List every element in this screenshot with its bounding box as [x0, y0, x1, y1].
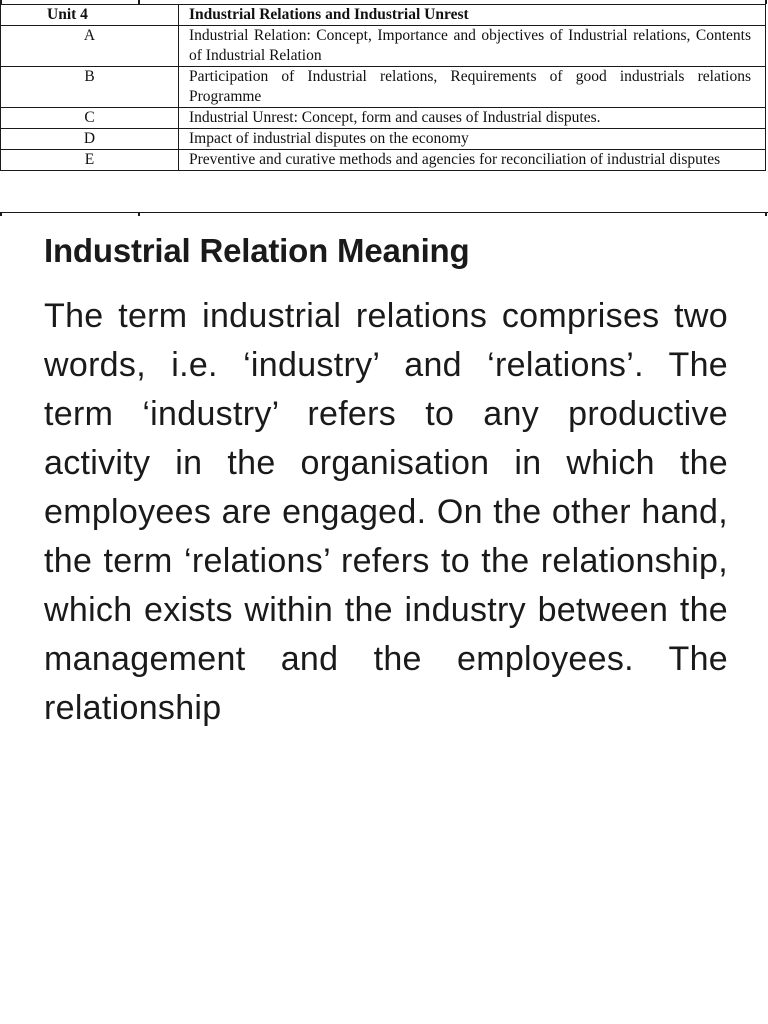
row-topic-cell: Impact of industrial disputes on the economy — [179, 129, 766, 150]
row-code-cell: D — [1, 129, 179, 150]
next-row-remnant — [0, 212, 768, 216]
unit-title-cell: Industrial Relations and Industrial Unrest — [179, 5, 766, 26]
table-row — [1, 67, 766, 108]
table-header-row — [1, 5, 766, 26]
table-row — [1, 129, 766, 150]
row-topic-cell: Industrial Relation: Concept, Importance and objectives of Industrial relations, Contents of Industrial Relation — [179, 26, 766, 67]
row-code-cell: A — [1, 26, 179, 67]
table-row — [1, 108, 766, 129]
table-row — [1, 26, 766, 67]
row-code-cell: E — [1, 150, 179, 171]
unit-header-cell: Unit 4 — [1, 5, 179, 26]
row-code-cell: B — [1, 67, 179, 108]
row-topic-cell: Participation of Industrial relations, Requirements of good industrials relations Programme — [179, 67, 766, 108]
row-code-cell: C — [1, 108, 179, 129]
table-border-tick — [765, 213, 767, 216]
syllabus-table — [0, 4, 766, 171]
syllabus-table-screenshot — [0, 0, 768, 216]
row-topic-cell: Industrial Unrest: Concept, form and causes of Industrial disputes. — [179, 108, 766, 129]
table-border-tick — [138, 213, 140, 216]
table-row — [1, 150, 766, 171]
article — [44, 226, 728, 733]
article-heading: Industrial Relation Meaning — [44, 232, 470, 269]
article-body: The term industrial relations comprises two words, i.e. ‘industry’ and ‘relations’. The term ‘industry’ refers to any productive activity in the organisation in which the employees are engaged. On the other hand, the term ‘relations’ refers to the relationship, which exists within the industry between the management and the employees. The relationship — [44, 297, 728, 727]
table-border-tick — [0, 213, 2, 216]
row-topic-cell: Preventive and curative methods and agencies for reconciliation of industrial disputes — [179, 150, 766, 171]
